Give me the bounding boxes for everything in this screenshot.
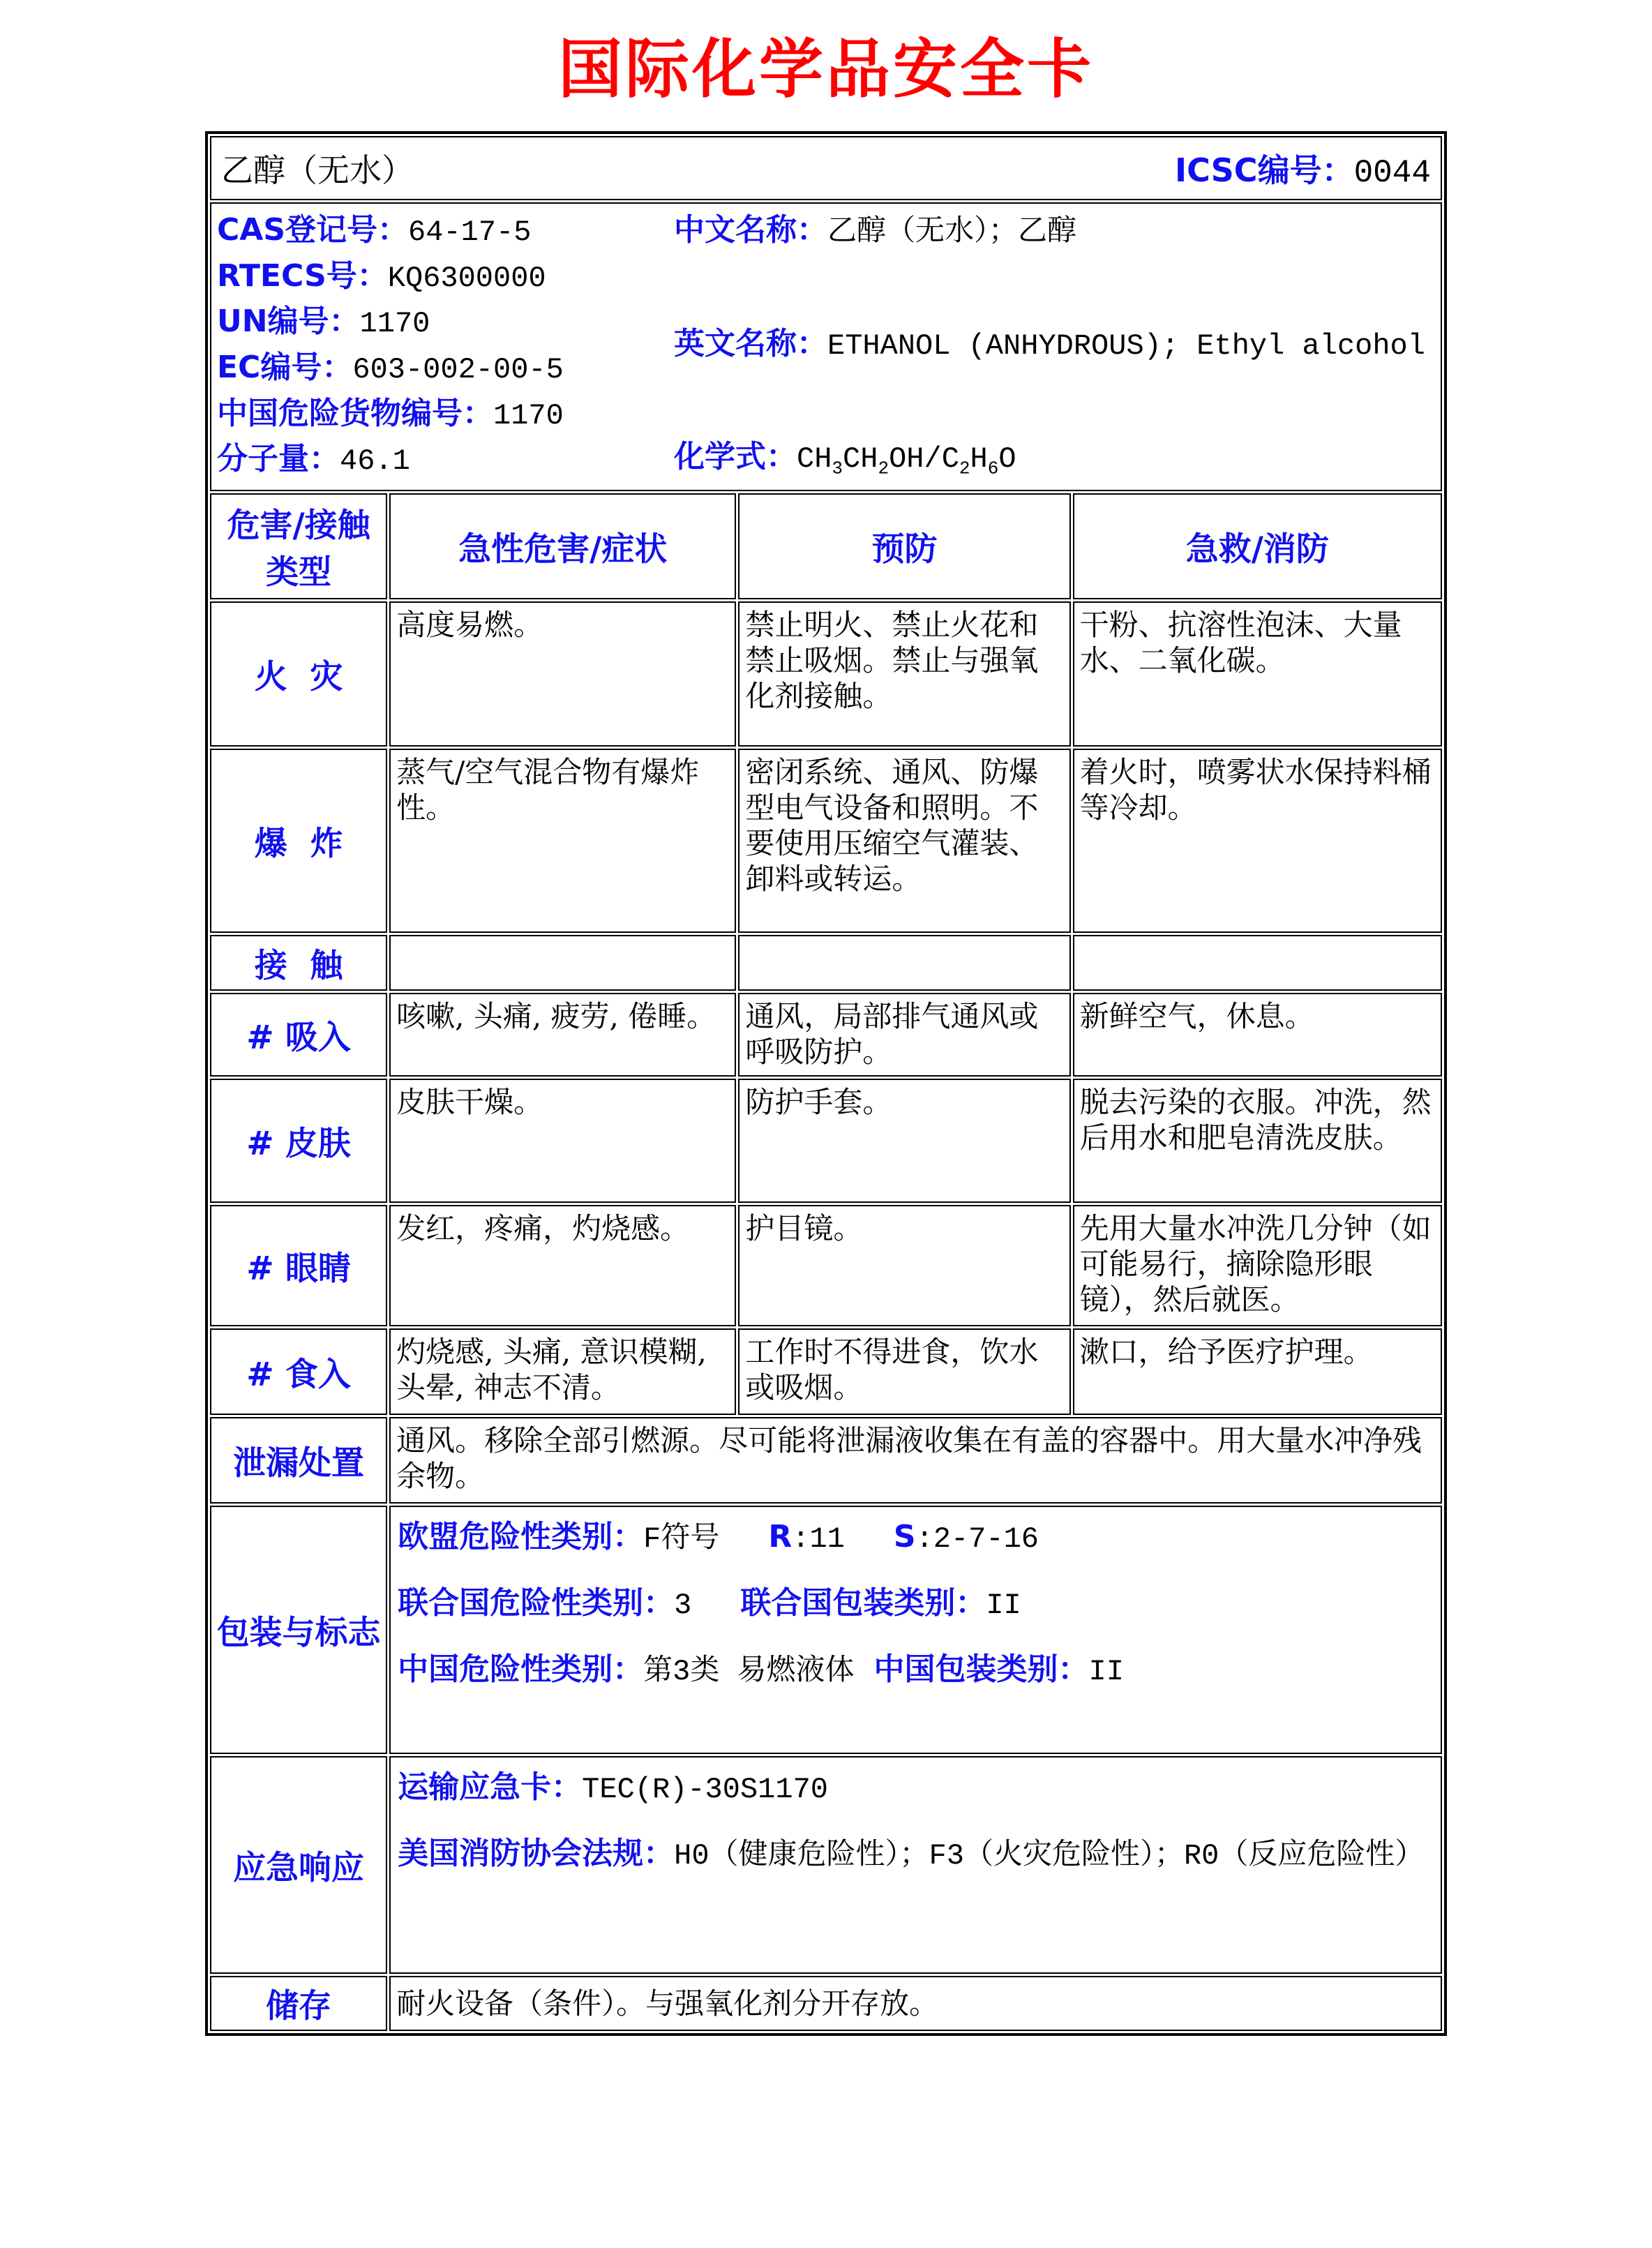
card-header-row bbox=[210, 136, 1442, 200]
english-name: 英文名称：ETHANOL (ANHYDROUS); Ethyl alcohol bbox=[674, 325, 1425, 363]
storage-text: 耐火设备（条件）。与强氧化剂分开存放。 bbox=[389, 1976, 1442, 2031]
row-label-packaging: 包装与标志 bbox=[210, 1506, 387, 1754]
ingestion-prevention: 工作时不得进食，饮水或吸烟。 bbox=[738, 1328, 1070, 1415]
chemical-formula-line: 化学式：$CH_3CH_2OH/C_2H_6O$ bbox=[674, 439, 1016, 479]
row-label-spill: 泄漏处置 bbox=[210, 1417, 387, 1504]
table-row-spill bbox=[210, 1417, 1442, 1504]
fire-prevention: 禁止明火、禁止火花和禁止吸烟。禁止与强氧化剂接触。 bbox=[738, 601, 1070, 747]
table-row-inhalation bbox=[210, 993, 1442, 1077]
identifiers-cell bbox=[210, 202, 1442, 491]
table-row-eyes bbox=[210, 1205, 1442, 1326]
inhalation-prevention: 通风，局部排气通风或呼吸防护。 bbox=[738, 993, 1070, 1077]
china-dangerous-goods-number: 中国危险货物编号：1170 bbox=[217, 395, 564, 433]
icsc-number-label: ICSC编号： bbox=[1174, 151, 1354, 189]
identifier-list bbox=[217, 211, 674, 480]
explosion-first-aid: 着火时，喷雾状水保持料桶等冷却。 bbox=[1073, 749, 1442, 933]
row-label-emergency: 应急响应 bbox=[210, 1756, 387, 1974]
packaging-cell bbox=[389, 1506, 1442, 1754]
column-header-row bbox=[210, 493, 1442, 599]
inhalation-symptoms: 咳嗽, 头痛, 疲劳, 倦睡。 bbox=[389, 993, 736, 1077]
identifiers-row bbox=[210, 202, 1442, 491]
spill-text: 通风。移除全部引燃源。尽可能将泄漏液收集在有盖的容器中。用大量水冲净残余物。 bbox=[389, 1417, 1442, 1504]
explosion-symptoms: 蒸气/空气混合物有爆炸性。 bbox=[389, 749, 736, 933]
row-label-fire: 火 灾 bbox=[210, 601, 387, 747]
exposure-symptoms bbox=[389, 935, 736, 991]
table-row-explosion bbox=[210, 749, 1442, 933]
row-label-explosion: 爆 炸 bbox=[210, 749, 387, 933]
ingestion-symptoms: 灼烧感, 头痛, 意识模糊, 头晕, 神志不清。 bbox=[389, 1328, 736, 1415]
eyes-prevention: 护目镜。 bbox=[738, 1205, 1070, 1326]
ec-number: EC编号：603-002-00-5 bbox=[217, 350, 564, 387]
chinese-name: 中文名称：乙醇（无水）；乙醇 bbox=[674, 212, 1077, 249]
exposure-first-aid bbox=[1073, 935, 1442, 991]
skin-first-aid: 脱去污染的衣服。冲洗，然后用水和肥皂清洗皮肤。 bbox=[1073, 1079, 1442, 1203]
row-label-skin: # 皮肤 bbox=[210, 1079, 387, 1203]
icsc-number bbox=[1175, 145, 1431, 191]
column-header-first-aid: 急救/消防 bbox=[1073, 493, 1442, 599]
un-number: UN编号：1170 bbox=[217, 304, 430, 341]
eyes-first-aid: 先用大量水冲洗几分钟（如可能易行，摘除隐形眼镜），然后就医。 bbox=[1073, 1205, 1442, 1326]
eyes-symptoms: 发红，疼痛，灼烧感。 bbox=[389, 1205, 736, 1326]
emergency-cell bbox=[389, 1756, 1442, 1974]
skin-prevention: 防护手套。 bbox=[738, 1079, 1070, 1203]
inhalation-first-aid: 新鲜空气，休息。 bbox=[1073, 993, 1442, 1077]
row-label-eyes: # 眼睛 bbox=[210, 1205, 387, 1326]
fire-symptoms: 高度易燃。 bbox=[389, 601, 736, 747]
column-header-hazard-type: 危害/接触类型 bbox=[210, 493, 387, 599]
table-row-skin bbox=[210, 1079, 1442, 1203]
skin-symptoms: 皮肤干燥。 bbox=[389, 1079, 736, 1203]
molecular-weight: 分子量：46.1 bbox=[217, 441, 410, 479]
icsc-number-value: 0044 bbox=[1353, 155, 1431, 191]
column-header-prevention: 预防 bbox=[738, 493, 1070, 599]
row-label-inhalation: # 吸入 bbox=[210, 993, 387, 1077]
explosion-prevention: 密闭系统、通风、防爆型电气设备和照明。不要使用压缩空气灌装、卸料或转运。 bbox=[738, 749, 1070, 933]
rtecs-number: RTECS号：KQ6300000 bbox=[217, 257, 546, 295]
nfpa-code-line: 美国消防协会法规：H0（健康危险性）；F3（火灾危险性）；R0（反应危险性） bbox=[398, 1836, 1425, 1873]
table-row-emergency bbox=[210, 1756, 1442, 1974]
cas-number: CAS登记号：64-17-5 bbox=[217, 212, 532, 249]
row-label-exposure: 接 触 bbox=[210, 935, 387, 991]
un-hazard-class-line: 联合国危险性类别：3 联合国包装类别：II bbox=[398, 1585, 1021, 1622]
table-row-exposure bbox=[210, 935, 1442, 991]
icsc-card-table bbox=[205, 131, 1447, 2036]
row-label-storage: 储存 bbox=[210, 1976, 387, 2031]
eu-hazard-class-line: 欧盟危险性类别：F符号 R:11 S:2-7-16 bbox=[398, 1519, 1039, 1556]
transport-emergency-card-line: 运输应急卡：TEC(R)-30S1170 bbox=[398, 1769, 828, 1806]
chemical-formula: $CH_3CH_2OH/C_2H_6O$ bbox=[797, 442, 1016, 479]
table-row-ingestion bbox=[210, 1328, 1442, 1415]
table-row-fire bbox=[210, 601, 1442, 747]
column-header-symptoms: 急性危害/症状 bbox=[389, 493, 736, 599]
row-label-ingestion: # 食入 bbox=[210, 1328, 387, 1415]
fire-first-aid: 干粉、抗溶性泡沫、大量水、二氧化碳。 bbox=[1073, 601, 1442, 747]
cn-hazard-class-line: 中国危险性类别：第3类 易燃液体 中国包装类别：II bbox=[398, 1651, 1124, 1688]
page-title: 国际化学品安全卡 bbox=[557, 32, 1094, 107]
chemical-name: 乙醇（无水） bbox=[221, 151, 414, 189]
ingestion-first-aid: 漱口，给予医疗护理。 bbox=[1073, 1328, 1442, 1415]
table-row-storage bbox=[210, 1976, 1442, 2031]
card-header-cell bbox=[210, 136, 1442, 200]
exposure-prevention bbox=[738, 935, 1070, 991]
table-row-packaging bbox=[210, 1506, 1442, 1754]
name-list bbox=[674, 211, 1435, 480]
